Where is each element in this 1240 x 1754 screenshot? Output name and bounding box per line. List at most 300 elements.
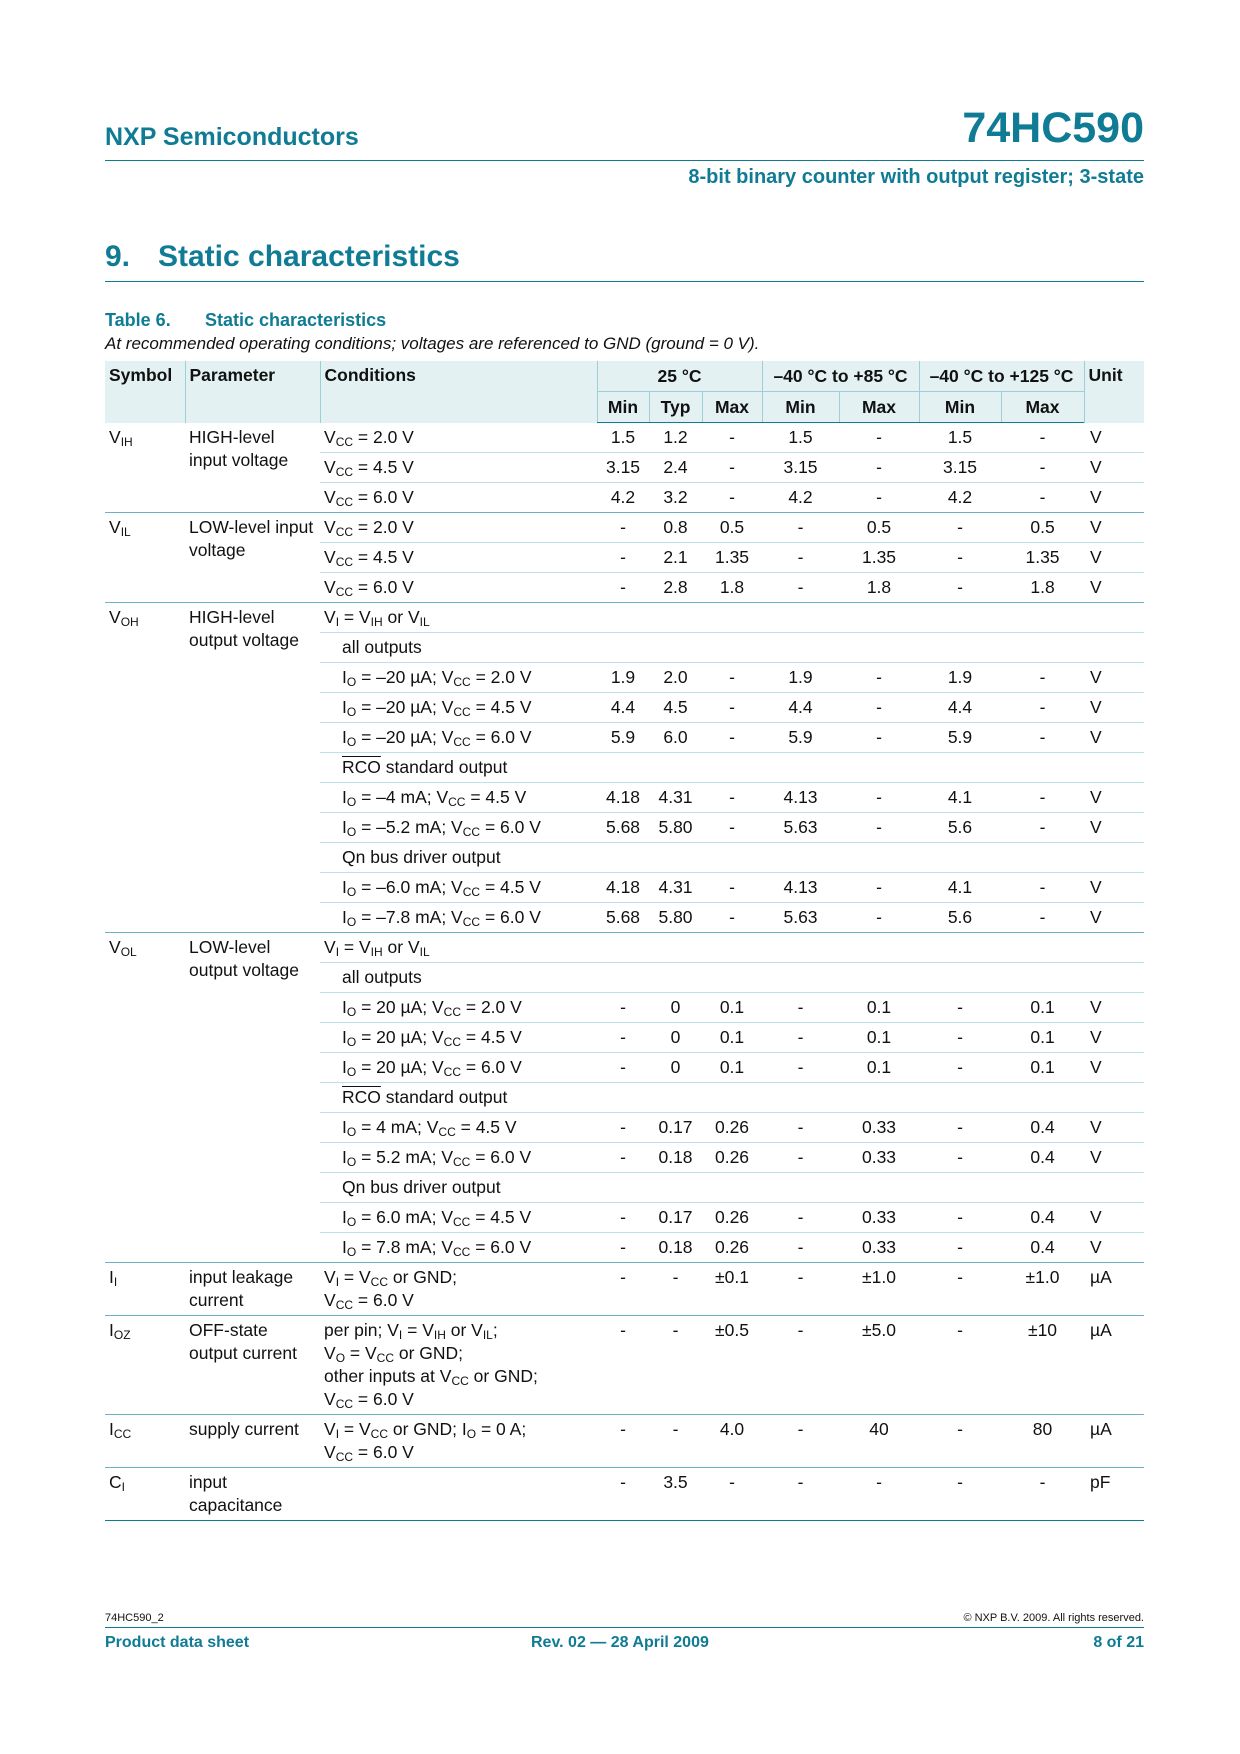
value-cell: 0.1 [1001,1023,1084,1053]
value-cell: 4.18 [597,873,649,903]
value-cell [702,933,762,963]
symbol-cell: $I_{OZ}$ [105,1316,185,1415]
condition-cell: $I_O = 5.2$ mA; $V_{CC} = 6.0$ V [320,1143,597,1173]
table-row [105,1415,1144,1468]
value-cell: ±1.0 [1001,1263,1084,1316]
parameter-cell: OFF-state output current [185,1316,320,1415]
value-cell: - [762,1263,839,1316]
value-cell: 0.18 [649,1233,702,1263]
symbol-cell: $V_{OL}$ [105,933,185,1263]
value-cell [702,1083,762,1113]
value-cell [1001,633,1084,663]
header-typ: Typ [649,392,702,423]
value-cell: 4.13 [762,873,839,903]
value-cell: - [702,813,762,843]
condition-subheading: Qn bus driver output [320,843,597,873]
header-conditions: Conditions [320,361,597,423]
value-cell: 0.33 [839,1113,919,1143]
unit-cell [1084,933,1144,963]
value-cell [839,633,919,663]
value-cell: 5.9 [597,723,649,753]
condition-cell: $V_I = V_{IH}$ or $V_{IL}$ [320,933,597,963]
value-cell: 0.4 [1001,1113,1084,1143]
value-cell: - [919,513,1001,543]
document-type: Product data sheet [105,1634,250,1651]
unit-cell: µA [1084,1415,1144,1468]
value-cell: - [597,1143,649,1173]
value-cell: - [919,1053,1001,1083]
value-cell [762,843,839,873]
value-cell: - [919,1316,1001,1415]
value-cell [1001,843,1084,873]
value-cell: 1.8 [839,573,919,603]
value-cell: - [762,1143,839,1173]
parameter-cell: input capacitance [185,1468,320,1521]
value-cell: - [702,453,762,483]
document-id: 74HC590_2 [105,1612,164,1624]
unit-cell: pF [1084,1468,1144,1521]
value-cell: 2.0 [649,663,702,693]
value-cell [649,603,702,633]
value-cell: 5.6 [919,813,1001,843]
value-cell [762,1083,839,1113]
value-cell [649,753,702,783]
value-cell: 0.1 [1001,993,1084,1023]
value-cell: - [597,543,649,573]
condition-subheading: Qn bus driver output [320,1173,597,1203]
value-cell [597,933,649,963]
value-cell: 5.63 [762,903,839,933]
value-cell: - [919,1113,1001,1143]
value-cell [702,963,762,993]
value-cell: - [839,663,919,693]
condition-cell: $I_O = -20$ µA; $V_{CC} = 2.0$ V [320,663,597,693]
unit-cell: V [1084,1143,1144,1173]
unit-cell: V [1084,423,1144,453]
value-cell: - [597,1415,649,1468]
unit-cell [1084,843,1144,873]
value-cell: 4.13 [762,783,839,813]
value-cell: 3.5 [649,1468,702,1521]
footer-divider [105,1627,1144,1628]
condition-subheading: $\overline{RCO}$ standard output [320,1083,597,1113]
value-cell: 4.4 [762,693,839,723]
value-cell: 1.9 [762,663,839,693]
value-cell: - [839,453,919,483]
value-cell: - [839,1468,919,1521]
value-cell: 4.1 [919,783,1001,813]
value-cell: 80 [1001,1415,1084,1468]
value-cell: 40 [839,1415,919,1468]
header-min: Min [919,392,1001,423]
value-cell: 4.31 [649,783,702,813]
value-cell: 0.26 [702,1233,762,1263]
value-cell: - [597,573,649,603]
value-cell: - [919,543,1001,573]
value-cell: - [597,1468,649,1521]
unit-cell: V [1084,453,1144,483]
value-cell: 0.5 [1001,513,1084,543]
copyright: © NXP B.V. 2009. All rights reserved. [963,1612,1144,1624]
unit-cell: V [1084,993,1144,1023]
symbol-cell: $I_{CC}$ [105,1415,185,1468]
condition-cell: $V_I = V_{CC}$ or GND; $I_O = 0$ A; $V_{CC} = 6.0$ V [320,1415,597,1468]
unit-cell: V [1084,1233,1144,1263]
value-cell: 1.35 [839,543,919,573]
value-cell: 1.2 [649,423,702,453]
value-cell [702,843,762,873]
unit-cell: V [1084,513,1144,543]
value-cell [1001,603,1084,633]
document-subtitle: 8-bit binary counter with output register; 3-state [688,166,1144,188]
value-cell: - [597,1053,649,1083]
value-cell: ±5.0 [839,1316,919,1415]
value-cell [839,1083,919,1113]
symbol-cell: $I_I$ [105,1263,185,1316]
value-cell: 0.1 [839,993,919,1023]
value-cell [649,843,702,873]
page-number: 8 of 21 [1093,1634,1144,1651]
value-cell: 0.18 [649,1143,702,1173]
value-cell: 4.18 [597,783,649,813]
symbol-cell: $C_I$ [105,1468,185,1521]
table-note: At recommended operating conditions; voltages are referenced to GND (ground = 0 V). [105,334,760,353]
condition-cell: $V_{CC} = 4.5$ V [320,543,597,573]
value-cell: 4.31 [649,873,702,903]
value-cell: - [1001,423,1084,453]
value-cell [597,1173,649,1203]
parameter-cell: HIGH-level output voltage [185,603,320,933]
value-cell: ±0.5 [702,1316,762,1415]
value-cell: 5.80 [649,813,702,843]
value-cell: - [839,723,919,753]
condition-subheading: all outputs [320,963,597,993]
value-cell: 0.26 [702,1203,762,1233]
static-characteristics-table [105,361,1144,1521]
value-cell [839,753,919,783]
value-cell: - [702,723,762,753]
condition-cell: $I_O = -6.0$ mA; $V_{CC} = 4.5$ V [320,873,597,903]
value-cell: - [702,783,762,813]
unit-cell: V [1084,1053,1144,1083]
value-cell: 3.15 [597,453,649,483]
table-row [105,933,1144,963]
company-name: NXP Semiconductors [105,123,359,151]
value-cell [597,1083,649,1113]
value-cell: 0.5 [839,513,919,543]
value-cell: - [1001,723,1084,753]
unit-cell: V [1084,813,1144,843]
unit-cell: V [1084,543,1144,573]
value-cell: 4.2 [919,483,1001,513]
table-row [105,423,1144,453]
condition-cell: $I_O = 20$ µA; $V_{CC} = 6.0$ V [320,1053,597,1083]
condition-cell [320,1468,597,1521]
value-cell: 0.5 [702,513,762,543]
value-cell: 0.8 [649,513,702,543]
value-cell: 5.68 [597,813,649,843]
unit-cell: V [1084,663,1144,693]
header-max: Max [1001,392,1084,423]
value-cell [839,933,919,963]
value-cell: - [1001,663,1084,693]
value-cell: - [919,1415,1001,1468]
value-cell [597,633,649,663]
value-cell: - [762,543,839,573]
condition-cell: $I_O = 20$ µA; $V_{CC} = 4.5$ V [320,1023,597,1053]
header-max: Max [702,392,762,423]
value-cell: - [919,1468,1001,1521]
header-min: Min [597,392,649,423]
value-cell [1001,933,1084,963]
value-cell: 0.26 [702,1143,762,1173]
table-row [105,1263,1144,1316]
value-cell: 0.1 [839,1023,919,1053]
unit-cell [1084,1173,1144,1203]
value-cell: - [762,1053,839,1083]
value-cell: 0.1 [702,1023,762,1053]
condition-cell: $V_{CC} = 6.0$ V [320,483,597,513]
value-cell: 5.63 [762,813,839,843]
value-cell: 0.1 [839,1053,919,1083]
value-cell: - [839,903,919,933]
value-cell [919,933,1001,963]
condition-cell: $V_{CC} = 6.0$ V [320,573,597,603]
value-cell: 2.1 [649,543,702,573]
header-125c: –40 °C to +125 °C [919,361,1084,392]
value-cell [839,843,919,873]
value-cell [597,963,649,993]
value-cell: - [762,1203,839,1233]
unit-cell: V [1084,1203,1144,1233]
value-cell: 0.33 [839,1203,919,1233]
condition-cell: per pin; $V_I = V_{IH}$ or $V_{IL}$; $V_O = V_{CC}$ or GND; other inputs at $V_{CC}$ or GND; $V_{CC} = 6.0$ V [320,1316,597,1415]
value-cell [839,603,919,633]
value-cell [919,603,1001,633]
value-cell: - [1001,813,1084,843]
value-cell: - [597,1203,649,1233]
value-cell: - [597,1263,649,1316]
value-cell [702,603,762,633]
table-row [105,513,1144,543]
value-cell: 0 [649,1023,702,1053]
unit-cell: µA [1084,1316,1144,1415]
value-cell: - [702,423,762,453]
header-parameter: Parameter [185,361,320,423]
value-cell: 0.4 [1001,1203,1084,1233]
unit-cell: V [1084,1023,1144,1053]
condition-cell: $I_O = 4$ mA; $V_{CC} = 4.5$ V [320,1113,597,1143]
condition-cell: $I_O = 6.0$ mA; $V_{CC} = 4.5$ V [320,1203,597,1233]
value-cell: 4.2 [597,483,649,513]
value-cell: 5.80 [649,903,702,933]
value-cell: - [919,1203,1001,1233]
value-cell: 0.1 [1001,1053,1084,1083]
value-cell: 4.5 [649,693,702,723]
condition-subheading: $\overline{RCO}$ standard output [320,753,597,783]
section-number: 9. [105,240,131,273]
value-cell [702,1173,762,1203]
table-title: Static characteristics [205,310,387,330]
value-cell: - [702,1468,762,1521]
value-cell [762,603,839,633]
value-cell: - [702,903,762,933]
value-cell [649,963,702,993]
value-cell: 5.9 [919,723,1001,753]
value-cell: - [649,1415,702,1468]
value-cell: - [649,1316,702,1415]
value-cell [919,1173,1001,1203]
unit-cell [1084,1083,1144,1113]
symbol-cell: $V_{IH}$ [105,423,185,513]
parameter-cell: HIGH-level input voltage [185,423,320,513]
value-cell: - [597,513,649,543]
value-cell: - [597,1233,649,1263]
value-cell: 0.1 [702,993,762,1023]
table-row [105,603,1144,633]
value-cell [762,753,839,783]
value-cell: - [1001,453,1084,483]
value-cell: 1.5 [597,423,649,453]
value-cell: - [597,1113,649,1143]
value-cell: 1.9 [597,663,649,693]
value-cell [702,633,762,663]
value-cell: 3.2 [649,483,702,513]
unit-cell [1084,963,1144,993]
value-cell [649,1173,702,1203]
header-25c: 25 °C [597,361,762,392]
value-cell: 4.1 [919,873,1001,903]
unit-cell [1084,633,1144,663]
symbol-cell: $V_{IL}$ [105,513,185,603]
value-cell: - [762,1233,839,1263]
value-cell: ±1.0 [839,1263,919,1316]
value-cell: 4.2 [762,483,839,513]
value-cell: 1.8 [702,573,762,603]
unit-cell: µA [1084,1263,1144,1316]
condition-cell: $I_O = 20$ µA; $V_{CC} = 2.0$ V [320,993,597,1023]
condition-cell: $V_I = V_{IH}$ or $V_{IL}$ [320,603,597,633]
value-cell: 1.8 [1001,573,1084,603]
condition-cell: $I_O = -20$ µA; $V_{CC} = 4.5$ V [320,693,597,723]
value-cell: ±10 [1001,1316,1084,1415]
condition-cell: $I_O = -20$ µA; $V_{CC} = 6.0$ V [320,723,597,753]
value-cell: - [839,873,919,903]
value-cell: 1.9 [919,663,1001,693]
value-cell [762,1173,839,1203]
unit-cell: V [1084,723,1144,753]
condition-cell: $V_I = V_{CC}$ or GND; $V_{CC} = 6.0$ V [320,1263,597,1316]
value-cell: 1.5 [919,423,1001,453]
value-cell: - [919,1143,1001,1173]
value-cell: - [839,813,919,843]
value-cell: 0.26 [702,1113,762,1143]
condition-cell: $V_{CC} = 2.0$ V [320,513,597,543]
value-cell [762,963,839,993]
condition-cell: $I_O = -7.8$ mA; $V_{CC} = 6.0$ V [320,903,597,933]
value-cell: 4.4 [919,693,1001,723]
value-cell [702,753,762,783]
header-unit: Unit [1084,361,1144,423]
header-min: Min [762,392,839,423]
value-cell [649,1083,702,1113]
value-cell: 1.35 [702,543,762,573]
value-cell: - [762,1023,839,1053]
value-cell [1001,963,1084,993]
value-cell: - [762,513,839,543]
condition-cell: $I_O = 7.8$ mA; $V_{CC} = 6.0$ V [320,1233,597,1263]
condition-subheading: all outputs [320,633,597,663]
value-cell: 0.17 [649,1203,702,1233]
value-cell: 2.4 [649,453,702,483]
value-cell: 0.33 [839,1143,919,1173]
part-number: 74HC590 [962,104,1144,152]
value-cell: - [597,993,649,1023]
unit-cell: V [1084,903,1144,933]
unit-cell [1084,603,1144,633]
value-cell: 0.4 [1001,1143,1084,1173]
value-cell: - [1001,1468,1084,1521]
value-cell: - [1001,483,1084,513]
value-cell: - [919,1233,1001,1263]
value-cell [919,1083,1001,1113]
value-cell: - [597,1023,649,1053]
value-cell [919,753,1001,783]
value-cell: 5.6 [919,903,1001,933]
value-cell: 2.8 [649,573,702,603]
section-heading [105,240,460,274]
value-cell [762,933,839,963]
value-cell [649,633,702,663]
value-cell: - [1001,783,1084,813]
value-cell: - [702,483,762,513]
value-cell: - [762,1316,839,1415]
value-cell: - [762,1415,839,1468]
value-cell: 5.68 [597,903,649,933]
value-cell: - [762,1113,839,1143]
value-cell [919,633,1001,663]
value-cell: 3.15 [762,453,839,483]
section-divider [105,281,1144,282]
value-cell: - [919,573,1001,603]
value-cell [1001,1173,1084,1203]
value-cell: - [702,693,762,723]
value-cell: 4.4 [597,693,649,723]
condition-cell: $I_O = -4$ mA; $V_{CC} = 4.5$ V [320,783,597,813]
value-cell: 1.35 [1001,543,1084,573]
value-cell: - [919,1263,1001,1316]
value-cell: - [839,783,919,813]
value-cell: - [762,993,839,1023]
value-cell [1001,753,1084,783]
unit-cell: V [1084,783,1144,813]
value-cell: 4.0 [702,1415,762,1468]
value-cell [597,753,649,783]
parameter-cell: LOW-level output voltage [185,933,320,1263]
table-caption [105,310,386,331]
value-cell: 6.0 [649,723,702,753]
condition-cell: $I_O = -5.2$ mA; $V_{CC} = 6.0$ V [320,813,597,843]
value-cell: - [597,1316,649,1415]
value-cell: - [649,1263,702,1316]
value-cell: - [762,1468,839,1521]
value-cell: - [1001,873,1084,903]
parameter-cell: input leakage current [185,1263,320,1316]
value-cell: ±0.1 [702,1263,762,1316]
value-cell: - [839,423,919,453]
unit-cell: V [1084,693,1144,723]
value-cell: 0.1 [702,1053,762,1083]
